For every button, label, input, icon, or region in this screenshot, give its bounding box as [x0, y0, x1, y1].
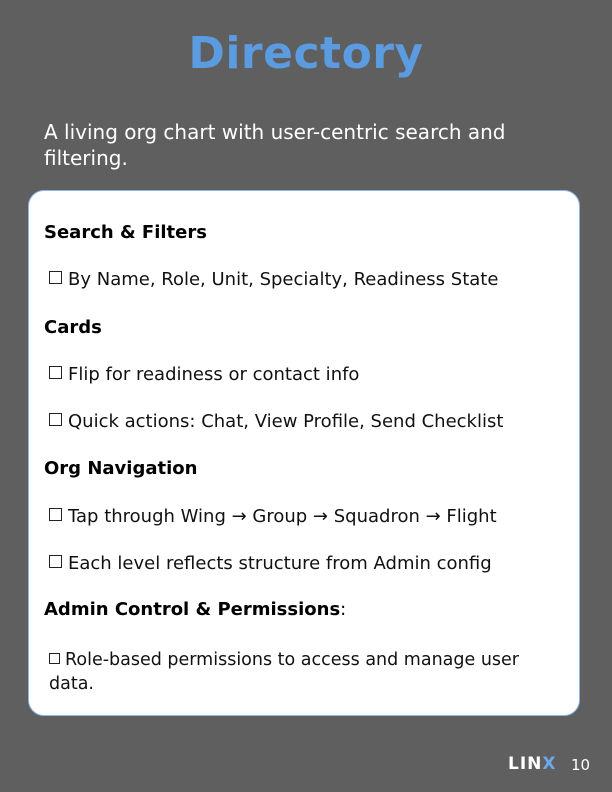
section-heading-cards: Cards	[44, 317, 102, 338]
list-item	[49, 410, 503, 434]
page-title: Directory	[188, 28, 424, 79]
list-item-text: Quick actions: Chat, View Profile, Send Checklist	[68, 411, 504, 432]
section-heading-text: Admin Control & Permissions	[44, 599, 341, 620]
page-number: 10	[571, 756, 591, 774]
linx-logo	[508, 754, 557, 774]
list-item	[49, 268, 498, 292]
section-heading-org-navigation: Org Navigation	[44, 458, 198, 479]
list-item-text: Flip for readiness or contact info	[68, 364, 360, 385]
list-item-text: By Name, Role, Unit, Specialty, Readiness State	[68, 269, 499, 290]
logo-x-mark: X	[542, 754, 557, 774]
checkbox-icon	[49, 508, 62, 521]
section-heading-search-filters: Search & Filters	[44, 222, 207, 243]
list-item-text: Role-based permissions to access and manage user data.	[49, 650, 520, 694]
list-item-text: Tap through Wing → Group → Squadron → Flight	[68, 506, 497, 527]
list-item	[49, 505, 497, 529]
list-item-text: Each level reflects structure from Admin config	[68, 553, 492, 574]
page-subtitle: A living org chart with user-centric search and filtering.	[44, 120, 506, 170]
checkbox-icon	[49, 555, 62, 568]
content-card	[28, 190, 580, 716]
checkbox-icon	[49, 653, 60, 664]
list-item	[49, 552, 492, 576]
checkbox-icon	[49, 366, 62, 379]
section-heading-admin-control	[44, 599, 346, 620]
heading-colon: :	[340, 599, 347, 620]
checkbox-icon	[49, 271, 62, 284]
list-item	[49, 363, 359, 387]
list-item	[49, 648, 569, 696]
logo-text: LIN	[508, 754, 543, 774]
checkbox-icon	[49, 413, 62, 426]
